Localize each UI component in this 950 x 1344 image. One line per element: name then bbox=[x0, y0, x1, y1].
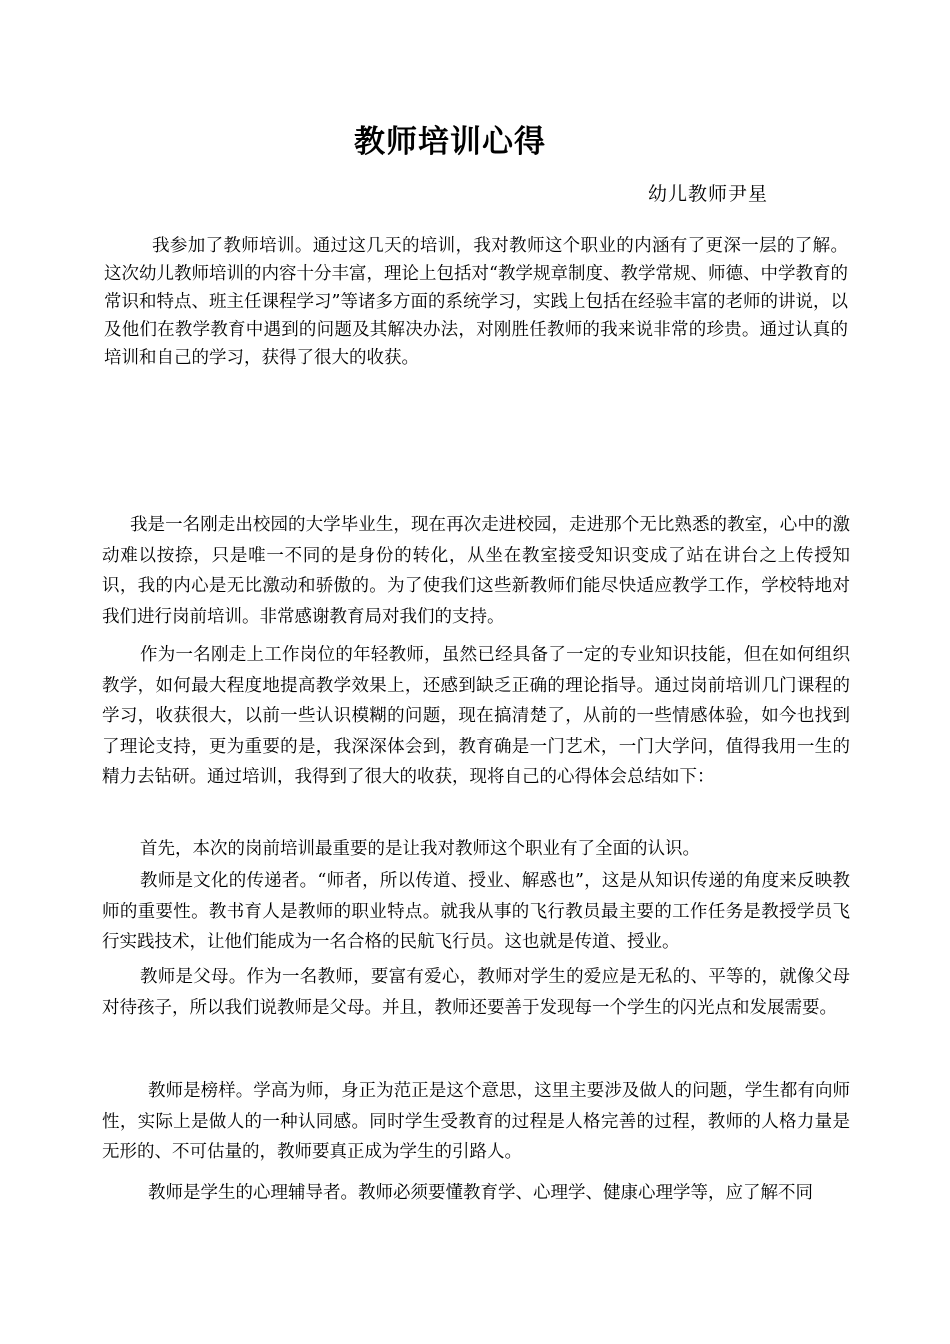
paragraph-intro: 我参加了教师培训。通过这几天的培训，我对教师这个职业的内涵有了更深一层的了解。这次幼儿教师培训的内容十分丰富，理论上包括对“教学规章制度、教学常规、师德、中学教育的常识和特点、班主任课程学习”等诸多方面的系统学习，实践上包括在经验丰富的老师的讲说，以及他们在教学教育中遇到的问题及其解决办法，对刚胜任教师的我来说非常的珍贵。通过认真的培训和自己的学习，获得了很大的收获。 bbox=[104, 236, 848, 368]
paragraph-role-model: 教师是榜样。学高为师，身正为范正是这个意思，这里主要涉及做人的问题，学生都有向师性，实际上是做人的一种认同感。同时学生受教育的过程是人格完善的过程，教师的人格力量是无形的、不可估量的，教师要真正成为学生的引路人。 bbox=[102, 1081, 850, 1162]
paragraph-parents: 教师是父母。作为一名教师，要富有爱心，教师对学生的爱应是无私的、平等的，就像父母对待孩子，所以我们说教师是父母。并且，教师还要善于发现每一个学生的闪光点和发展需要。 bbox=[102, 967, 850, 1018]
paragraph-graduate: 我是一名刚走出校园的大学毕业生，现在再次走进校园，走进那个无比熟悉的教室，心中的激动难以按捺，只是唯一不同的是身份的转化，从坐在教室接受知识变成了站在讲台之上传授知识，我的内心是无比激动和骄傲的。为了使我们这些新教师们能尽快适应教学工作，学校特地对我们进行岗前培训。非常感谢教育局对我们的支持。 bbox=[102, 515, 850, 627]
document-author: 幼儿教师尹星 bbox=[648, 183, 769, 205]
paragraph-first: 首先，本次的岗前培训最重要的是让我对教师这个职业有了全面的认识。 bbox=[140, 839, 700, 859]
paragraph-culture-transmitter: 教师是文化的传递者。“师者，所以传道、授业、解惑也”，这是从知识传递的角度来反映教师的重要性。教书育人是教师的职业特点。就我从事的飞行教员最主要的工作任务是教授学员飞行实践技术，让他们能成为一名合格的民航飞行员。这也就是传道、授业。 bbox=[102, 871, 850, 952]
document-title: 教师培训心得 bbox=[354, 124, 546, 160]
paragraph-young-teacher: 作为一名刚走上工作岗位的年轻教师，虽然已经具备了一定的专业知识技能，但在如何组织教学，如何最大程度地提高教学效果上，还感到缺乏正确的理论指导。通过岗前培训几门课程的学习，收获很大，以前一些认识模糊的问题，现在搞清楚了，从前的一些情感体验，如今也找到了理论支持，更为重要的是，我深深体会到，教育确是一门艺术，一门大学问，值得我用一生的精力去钻研。通过培训，我得到了很大的收获，现将自己的心得体会总结如下： bbox=[102, 645, 850, 787]
paragraph-counselor: 教师是学生的心理辅导者。教师必须要懂教育学、心理学、健康心理学等，应了解不同 bbox=[148, 1183, 813, 1203]
